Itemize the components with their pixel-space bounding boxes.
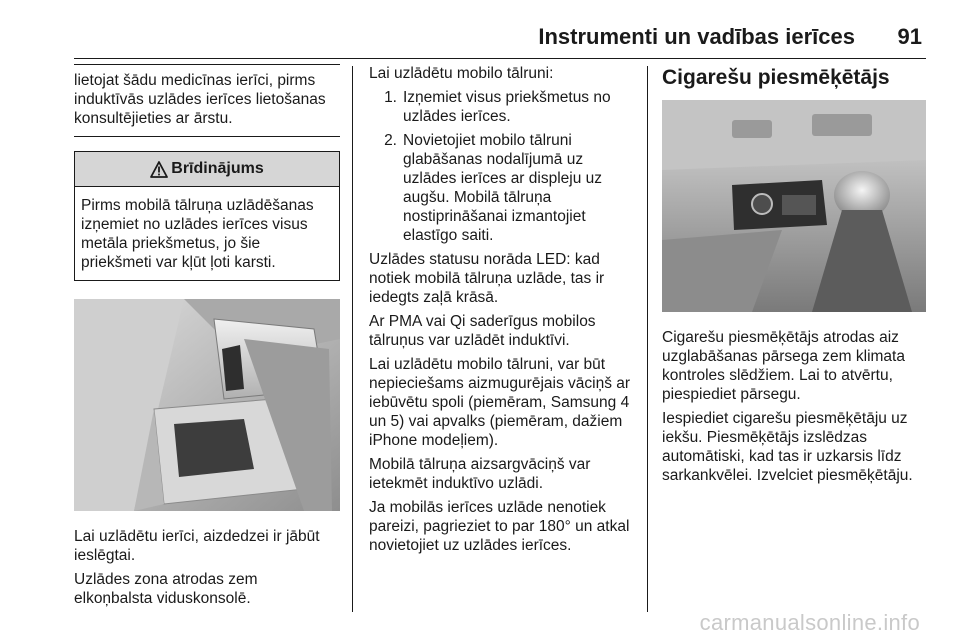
pma-qi-paragraph: Ar PMA vai Qi saderīgus mobilos tālruņus var uzlādēt induktīvi.	[369, 313, 596, 349]
page-header-title: Instrumenti un vadības ierīces	[538, 24, 855, 49]
warning-triangle-icon	[150, 161, 168, 178]
warning-header	[75, 152, 339, 187]
header-rule	[74, 58, 926, 59]
warning-title: Brīdinājums	[171, 160, 264, 177]
step-number: 1.	[384, 89, 397, 106]
section-heading: Cigarešu piesmēķētājs	[662, 66, 890, 89]
column-divider	[352, 66, 353, 612]
column-divider	[647, 66, 648, 612]
list-item	[369, 88, 635, 126]
notice-text: lietojat šādu medicīnas ierīci, pirms induktīvās uzlādes ierīces lietošanas konsultējieties ar ārstu.	[74, 72, 326, 127]
column-left	[74, 64, 340, 613]
lighter-location-paragraph: Cigarešu piesmēķētājs atrodas aiz uzglabāšanas pārsega zem klimata kontroles slēdžiem. Lai to atvērtu, piespiediet pārsegu.	[662, 329, 905, 403]
back-cover-paragraph: Lai uzlādētu mobilo tālruni, var būt nepieciešams aizmugurējais vāciņš ar iebūvētu spoli (piemēram, Samsung 4 un 5) vai apvalks (piemēram, dažiem iPhone modeļiem).	[369, 356, 631, 449]
column-right	[662, 64, 926, 490]
step-text: Novietojiet mobilo tālruni glabāšanas nodalījumā uz uzlādes ierīces ar displeju uz augšu. Mobilā tālruņa nostiprināšanai izmantojiet elastīgo saiti.	[403, 132, 603, 244]
ignition-paragraph: Lai uzlādētu ierīci, aizdedzei ir jābūt ieslēgtai.	[74, 528, 320, 564]
rotate-device-paragraph: Ja mobilās ierīces uzlāde nenotiek pareizi, pagrieziet to par 180° un atkal novietojiet uz uzlādes ierīces.	[369, 499, 630, 554]
step-number: 2.	[384, 132, 397, 149]
list-item	[369, 131, 635, 245]
charging-zone-paragraph: Uzlādes zona atrodas zem elkoņbalsta viduskonsolē.	[74, 571, 258, 607]
charging-steps	[369, 88, 635, 245]
warning-text: Pirms mobilā tālruņa uzlādēšanas izņemiet no uzlādes ierīces visus metāla priekšmetus, jo šie priekšmeti var kļūt ļoti karsti.	[81, 197, 314, 271]
protective-cover-paragraph: Mobilā tālruņa aizsargvāciņš var ietekmēt induktīvo uzlādi.	[369, 456, 591, 492]
charging-intro: Lai uzlādētu mobilo tālruni:	[369, 65, 554, 82]
warning-body	[75, 187, 339, 280]
lighter-usage-paragraph: Iespiediet cigarešu piesmēķētāju uz iekšu. Piesmēķētājs izslēdzas automātiski, kad tas ir uzkarsis līdz sarkankvēlei. Izvelciet piesmēķētāju.	[662, 410, 913, 484]
warning-box	[74, 151, 340, 281]
watermark: carmanualsonline.info	[699, 610, 920, 635]
cigarette-lighter-photo	[662, 100, 926, 312]
led-status-paragraph: Uzlādes statusu norāda LED: kad notiek mobilā tālruņa uzlāde, tas ir iedegts zaļā krāsā.	[369, 251, 605, 306]
column-middle	[369, 64, 635, 560]
armrest-charging-photo	[74, 299, 340, 511]
notice-box	[74, 64, 340, 137]
step-text: Izņemiet visus priekšmetus no uzlādes ierīces.	[403, 89, 611, 125]
page-number: 91	[897, 24, 922, 49]
